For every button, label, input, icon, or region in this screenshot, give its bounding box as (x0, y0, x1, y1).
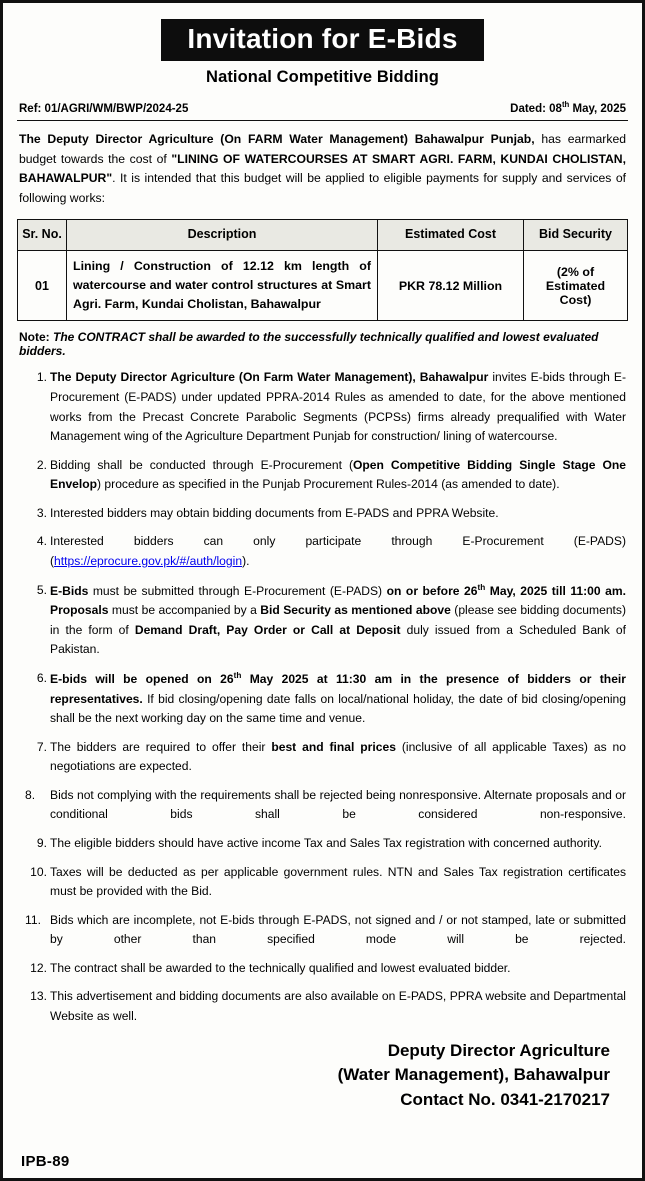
table-header-row (18, 220, 628, 251)
intro-lead: The Deputy Director Agriculture (On FARM Water Management) Bahawalpur Punjab, (19, 132, 535, 147)
cell-estimated-cost: PKR 78.12 Million (378, 250, 524, 321)
footer-code: IPB-89 (21, 1153, 70, 1170)
note-line (17, 330, 628, 358)
column-header-estimated-cost: Estimated Cost (378, 220, 524, 251)
reference-date-row (17, 100, 628, 115)
term-item-8 (17, 786, 626, 825)
subtitle: National Competitive Bidding (206, 68, 439, 87)
intro-tail: . It is intended that this budget will be applied to eligible payments for supply and services of following works: (19, 171, 626, 205)
term-item-13 (17, 987, 626, 1026)
column-header-description: Description (67, 220, 378, 251)
term-item-2 (17, 456, 626, 495)
term-4-segment-3: ). (242, 553, 250, 568)
term-5-segment-7: Bid Security as mentioned above (260, 603, 451, 618)
term-12-segment-1: The contract shall be awarded to the technically qualified and lowest evaluated bidder. (50, 960, 511, 975)
term-5-segment-1: E-Bids (50, 583, 89, 598)
term-item-6 (17, 669, 626, 729)
term-5-segment-3: on or before 26 (386, 583, 478, 598)
term-1-segment-1: The Deputy Director Agriculture (On Farm Water Management), Bahawalpur (50, 370, 489, 385)
term-5-segment-8: (please see bidding documents) in the form of (50, 603, 626, 637)
intro-mid: has earmarked budget towards the cost of (19, 132, 626, 166)
title-container (17, 19, 628, 61)
term-item-7 (17, 738, 626, 777)
term-item-9 (17, 834, 626, 854)
term-3-segment-1: Interested bidders may obtain bidding documents from E-PADS and PPRA Website. (50, 505, 499, 520)
note-text: The CONTRACT shall be awarded to the successfully technically qualified and lowest evaluated bidders. (19, 330, 599, 359)
term-6-segment-3: May 2025 at 11:30 am in the presence of bidders or their representatives. (50, 671, 626, 706)
reference-number: Ref: 01/AGRI/WM/BWP/2024-25 (19, 103, 189, 116)
term-5-segment-2: must be submitted through E-Procurement (E-PADS) (88, 583, 387, 598)
bid-table (17, 219, 628, 321)
term-item-11 (17, 911, 626, 950)
table-body (18, 250, 628, 321)
page-title: Invitation for E-Bids (161, 19, 483, 61)
term-2-segment-1: Bidding shall be conducted through E-Procurement ( (50, 457, 353, 472)
signature-line-1: Deputy Director Agriculture (387, 1040, 610, 1060)
term-10-segment-1: Taxes will be deducted as per applicable government rules. NTN and Sales Tax registration certificates must be provided with the Bid. (50, 864, 626, 899)
signature-block (17, 1039, 628, 1113)
cell-description: Lining / Construction of 12.12 km length of watercourse and water control structures at Smart Agri. Farm, Kundai Cholistan, Bahawalpur (67, 250, 378, 321)
column-header-sr: Sr. No. (18, 220, 67, 251)
term-5-segment-4: th (477, 582, 486, 592)
table-head (18, 220, 628, 251)
cell-sr: 01 (18, 250, 67, 321)
column-header-bid-security: Bid Security (524, 220, 628, 251)
term-4-segment-1: Interested bidders can only participate through E-Procurement (E-PADS) ( (50, 534, 626, 568)
eprocurement-link[interactable]: https://eprocure.gov.pk/#/auth/login (54, 553, 243, 568)
term-5-segment-6: must be accompanied by a (108, 603, 261, 618)
term-item-5 (17, 581, 626, 660)
term-6-segment-2: th (233, 670, 242, 680)
term-11-segment-1: Bids which are incomplete, not E-bids through E-PADS, not signed and / or not stamped, late or submitted by other than specified mode will be rejected. (50, 912, 626, 947)
term-13-segment-1: This advertisement and bidding documents are also available on E-PADS, PPRA website and Departmental Website as well. (50, 989, 626, 1024)
term-2-segment-3: ) procedure as specified in the Punjab Procurement Rules-2014 (as amended to date). (97, 477, 560, 492)
term-item-1 (17, 368, 626, 446)
term-5-segment-5: May, 2025 till 11:00 am. Proposals (50, 583, 627, 618)
term-1-segment-2: invites E-bids through E-Procurement (E-PADS) under updated PPRA-2014 Rules as amended to date, for the above mentioned works from the Precast Concrete Parabolic Segments (PCPSs) firms already prequalified with Water Management wing of the Agriculture Department Punjab for construction/ lining of watercourse. (50, 370, 626, 444)
intro-paragraph (17, 130, 628, 208)
note-label: Note: (19, 330, 50, 345)
term-5-segment-9: Demand Draft, Pay Order or Call at Deposit (134, 622, 401, 637)
term-9-segment-1: The eligible bidders should have active income Tax and Sales Tax registration with concerned authority. (50, 835, 602, 850)
work-title: "LINING OF WATERCOURSES AT SMART AGRI. FARM, KUNDAI CHOLISTAN, BAHAWALPUR" (19, 151, 626, 186)
term-7-segment-3: (inclusive of all applicable Taxes) as no negotiations are expected. (50, 739, 626, 774)
header-divider (17, 120, 628, 121)
term-6-segment-1: E-bids will be opened on 26 (50, 671, 234, 686)
term-item-4 (17, 532, 626, 571)
term-5-segment-10: duly issued from a Scheduled Bank of Pakistan. (50, 622, 626, 657)
term-7-segment-1: The bidders are required to offer their (50, 739, 272, 754)
table-row (18, 250, 628, 321)
date-text: Dated: 08th May, 2025 (510, 100, 626, 116)
term-8-segment-1: Bids not complying with the requirements shall be rejected being nonresponsive. Alternate proposals and or conditional bids shall be considered non-responsive. (50, 787, 626, 822)
term-item-12 (17, 959, 626, 979)
term-7-segment-2: best and final prices (271, 739, 396, 754)
signature-contact: Contact No. 0341-2170217 (400, 1089, 610, 1109)
terms-list (17, 368, 628, 1026)
term-item-3 (17, 504, 626, 524)
term-6-segment-4: If bid closing/opening date falls on local/national holiday, the date of bid closing/opening shall be the next working day on the same time and venue. (50, 691, 626, 726)
cell-bid-security: (2% of Estimated Cost) (524, 250, 628, 321)
signature-line-2: (Water Management), Bahawalpur (337, 1065, 610, 1085)
term-item-10 (17, 863, 626, 902)
term-2-segment-2: Open Competitive Bidding Single Stage One Envelop (50, 457, 626, 492)
date-ordinal-suffix: th (561, 100, 570, 110)
